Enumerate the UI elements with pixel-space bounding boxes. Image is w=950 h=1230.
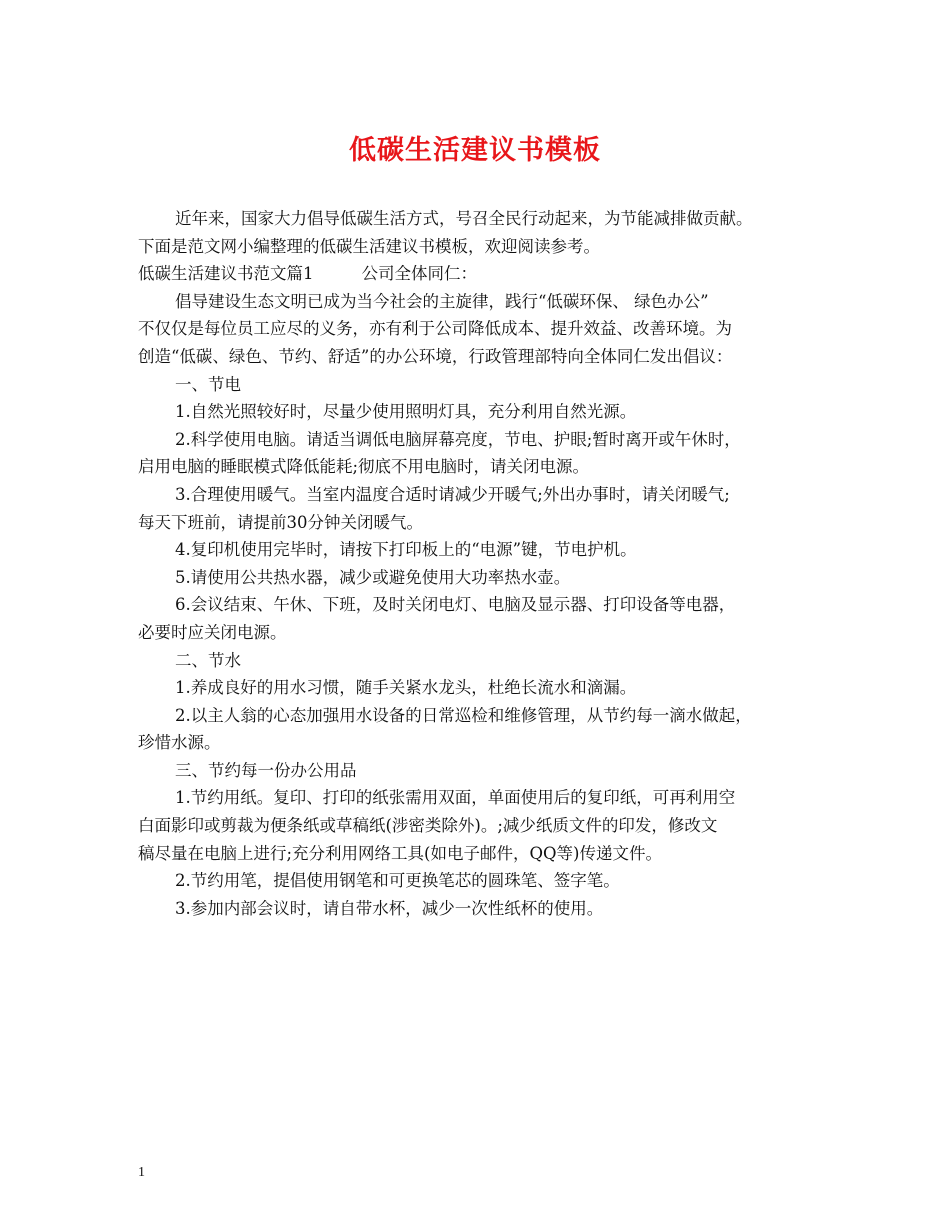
paragraph-line: 下面是范文网小编整理的低碳生活建议书模板，欢迎阅读参考。 bbox=[138, 236, 600, 256]
list-item: 3.合理使用暖气。当室内温度合适时请减少开暖气;外出办事时，请关闭暖气; bbox=[175, 484, 730, 504]
list-item-continuation: 启用电脑的睡眠模式降低能耗;彻底不用电脑时，请关闭电源。 bbox=[138, 457, 590, 477]
section-heading: 三、节约每一份办公用品 bbox=[175, 760, 357, 780]
section-heading: 一、节电 bbox=[175, 374, 241, 394]
section-heading: 二、节水 bbox=[175, 650, 241, 670]
paragraph-line: 创造“低碳、绿色、节约、舒适”的办公环境，行政管理部特向全体同仁发出倡议： bbox=[138, 346, 733, 366]
list-item: 2.科学使用电脑。请适当调低电脑屏幕亮度，节电、护眼;暂时离开或午休时， bbox=[175, 429, 741, 449]
paragraph-line: 倡导建设生态文明已成为当今社会的主旋律，践行“低碳环保、 绿色办公” bbox=[175, 291, 709, 311]
document-body bbox=[138, 205, 838, 922]
section-heading: 低碳生活建议书范文篇1 bbox=[138, 264, 314, 284]
list-item: 2.以主人翁的心态加强用水设备的日常巡检和维修管理，从节约每一滴水做起， bbox=[175, 705, 752, 725]
list-item: 5.请使用公共热水器，减少或避免使用大功率热水壶。 bbox=[175, 567, 571, 587]
list-item: 2.节约用笔，提倡使用钢笔和可更换笔芯的圆珠笔、签字笔。 bbox=[175, 871, 620, 891]
list-item: 1.养成良好的用水习惯，随手关紧水龙头，杜绝长流水和滴漏。 bbox=[175, 678, 637, 698]
list-item-continuation: 稿尽量在电脑上进行;充分利用网络工具(如电子邮件，QQ等)传递文件。 bbox=[138, 843, 662, 863]
page-number: 1 bbox=[138, 1165, 145, 1180]
document-title: 低碳生活建议书模板 bbox=[349, 135, 601, 166]
list-item: 4.复印机使用完毕时，请按下打印板上的“电源”键，节电护机。 bbox=[175, 540, 637, 560]
salutation: 公司全体同仁： bbox=[361, 264, 477, 284]
list-item: 1.节约用纸。复印、打印的纸张需用双面，单面使用后的复印纸，可再利用空 bbox=[175, 788, 736, 808]
paragraph-line: 不仅仅是每位员工应尽的义务，亦有利于公司降低成本、提升效益、改善环境。为 bbox=[138, 319, 732, 339]
list-item-continuation: 珍惜水源。 bbox=[138, 733, 221, 753]
list-item-continuation: 白面影印或剪裁为便条纸或草稿纸(涉密类除外)。;减少纸质文件的印发，修改文 bbox=[138, 816, 718, 836]
list-item-continuation: 每天下班前，请提前30分钟关闭暖气。 bbox=[138, 512, 423, 532]
list-item: 6.会议结束、午休、下班，及时关闭电灯、电脑及显示器、打印设备等电器， bbox=[175, 595, 736, 615]
paragraph-line: 近年来，国家大力倡导低碳生活方式，号召全民行动起来，为节能减排做贡献。 bbox=[175, 209, 753, 228]
list-item: 1.自然光照较好时，尽量少使用照明灯具，充分利用自然光源。 bbox=[175, 402, 637, 422]
list-item-continuation: 必要时应关闭电源。 bbox=[138, 622, 287, 642]
paragraph-line bbox=[138, 260, 838, 288]
list-item: 3.参加内部会议时，请自带水杯，减少一次性纸杯的使用。 bbox=[175, 898, 604, 918]
